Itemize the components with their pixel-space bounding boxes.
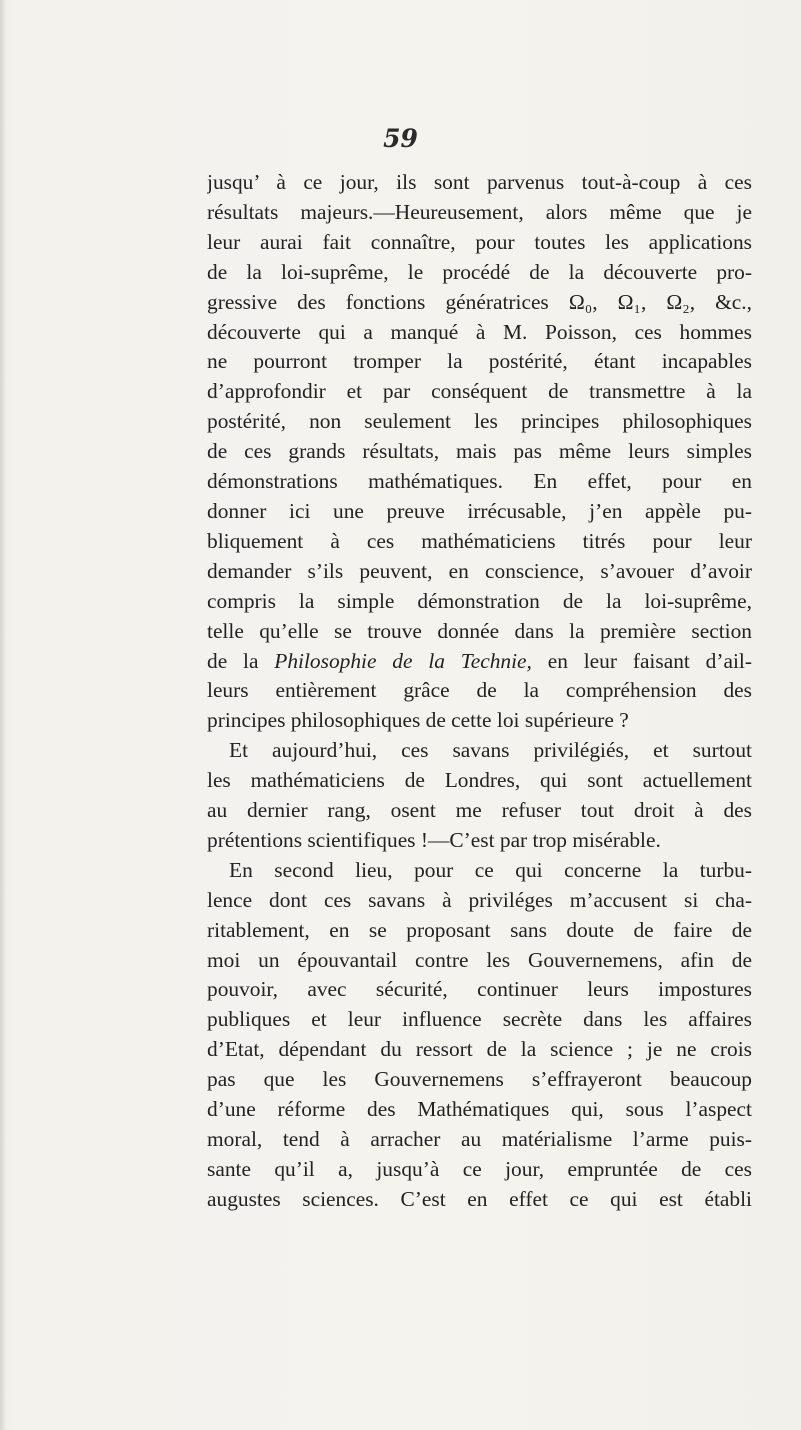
- text-fragment: de la: [207, 648, 275, 673]
- text-line: demander s’ils peuvent, en conscience, s’avouer d’avoir: [207, 558, 752, 583]
- text-fragment: en leur faisant d’ail-: [531, 648, 752, 673]
- text-line: principes philosophiques de cette loi supérieure ?: [207, 708, 629, 733]
- text-line: au dernier rang, osent me refuser tout droit à des: [207, 798, 752, 823]
- text-line: pouvoir, avec sécurité, continuer leurs impostures: [207, 977, 752, 1002]
- text-line: de ces grands résultats, mais pas même leurs simples: [207, 439, 752, 464]
- text-line: de la loi-suprême, le procédé de la découverte pro-: [207, 259, 752, 284]
- text-line: gressive des fonctions génératrices Ω₀, Ω₁, Ω₂, &c.,: [207, 289, 752, 314]
- text-line: compris la simple démonstration de la loi-suprême,: [207, 588, 752, 613]
- text-line: lence dont ces savans à priviléges m’accusent si cha-: [207, 887, 752, 912]
- text-line: découverte qui a manqué à M. Poisson, ces hommes: [207, 319, 752, 344]
- text-line: augustes sciences. C’est en effet ce qui est établi: [207, 1186, 752, 1211]
- page-edge-shadow: [0, 0, 6, 1430]
- text-line: leur aurai fait connaître, pour toutes les applications: [207, 229, 752, 254]
- text-line: publiques et leur influence secrète dans les affaires: [207, 1007, 752, 1032]
- text-line: d’une réforme des Mathématiques qui, sous l’aspect: [207, 1097, 752, 1122]
- text-line: moi un épouvantail contre les Gouvernemens, afin de: [207, 947, 752, 972]
- text-line: prétentions scientifiques !—C’est par trop misérable.: [207, 827, 661, 852]
- page-number: 59: [383, 124, 418, 153]
- text-line: démonstrations mathématiques. En effet, pour en: [207, 469, 752, 494]
- text-line: En second lieu, pour ce qui concerne la turbu-: [229, 857, 752, 882]
- book-title: Philosophie de la Technie,: [274, 648, 532, 673]
- text-line: moral, tend à arracher au matérialisme l’arme puis-: [207, 1127, 752, 1151]
- text-line: telle qu’elle se trouve donnée dans la première section: [207, 618, 752, 643]
- text-line-with-title: [207, 647, 752, 677]
- text-line: leurs entièrement grâce de la compréhension des: [207, 678, 752, 703]
- text-line: les mathématiciens de Londres, qui sont actuellement: [207, 768, 752, 793]
- text-line: d’approfondir et par conséquent de transmettre à la: [207, 379, 752, 404]
- text-line: résultats majeurs.—Heureusement, alors même que je: [207, 199, 752, 224]
- text-line: Et aujourd’hui, ces savans privilégiés, et surtout: [229, 738, 752, 763]
- text-line: bliquement à ces mathématiciens titrés pour leur: [207, 528, 752, 553]
- text-line: donner ici une preuve irrécusable, j’en appèle pu-: [207, 498, 752, 523]
- text-line: sante qu’il a, jusqu’à ce jour, empruntée de ces: [207, 1156, 752, 1181]
- text-line: d’Etat, dépendant du ressort de la science ; je ne crois: [207, 1037, 752, 1062]
- text-line: jusqu’ à ce jour, ils sont parvenus tout-à-coup à ces: [207, 170, 752, 194]
- text-line: ne pourront tromper la postérité, étant incapables: [207, 349, 752, 374]
- text-line: ritablement, en se proposant sans doute de faire de: [207, 917, 752, 942]
- text-line: postérité, non seulement les principes philosophiques: [207, 409, 752, 434]
- body-text: [207, 168, 752, 1215]
- text-line: pas que les Gouvernemens s’effrayeront beaucoup: [207, 1067, 752, 1092]
